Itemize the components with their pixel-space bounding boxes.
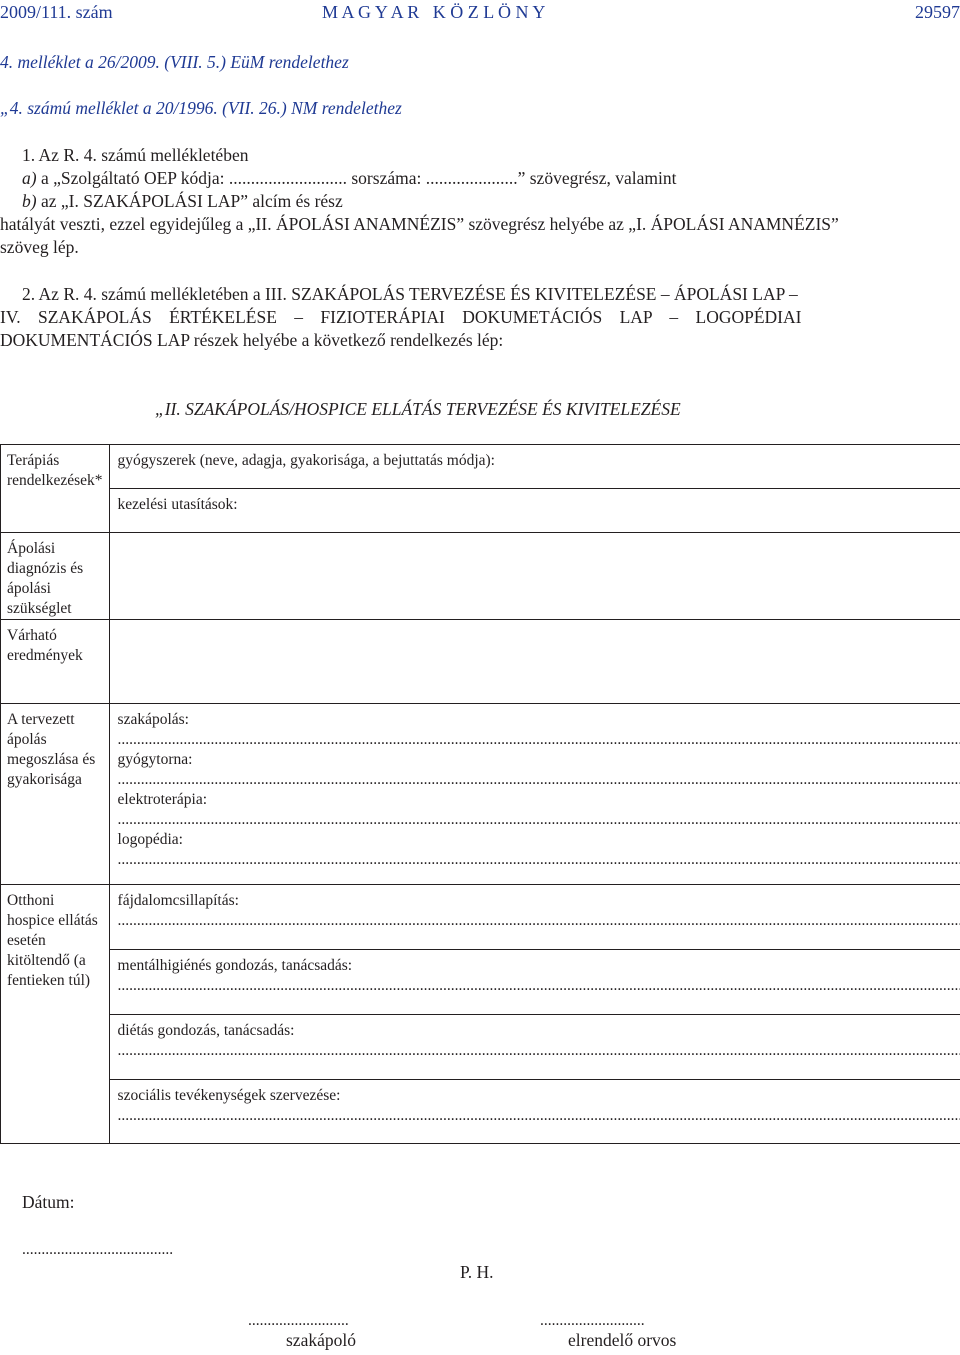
row-label-text: Várható eredmények	[7, 627, 83, 664]
para2-line1: 2. Az R. 4. számú mellékletében a III. SZAKÁPOLÁS TERVEZÉSE ÉS KIVITELEZÉSE – ÁPOLÁSI LAP –	[22, 284, 798, 304]
para1-line5: szöveg lép.	[0, 237, 79, 257]
stamp-label: P. H.	[460, 1262, 494, 1282]
dotted-line[interactable]	[118, 1041, 960, 1061]
row-label-text: A tervezett ápolás megoszlása és gyakorisága	[7, 711, 96, 788]
table-row	[1, 445, 960, 533]
para1-line3	[22, 191, 343, 212]
dotted-line[interactable]	[118, 976, 960, 996]
hospice-item[interactable]	[110, 1080, 960, 1143]
annex-title: 4. melléklet a 26/2009. (VIII. 5.) EüM rendelethez	[0, 52, 349, 72]
nurse-signature-label: szakápoló	[286, 1330, 356, 1350]
row-content-therapy	[109, 445, 960, 533]
list-item: szakápolás:	[117, 711, 189, 728]
hospice-item[interactable]	[110, 885, 960, 950]
table-row	[1, 704, 960, 885]
dotted-line[interactable]	[118, 810, 960, 830]
list-item: gyógytorna:	[117, 751, 193, 768]
planned-care-list	[110, 704, 960, 870]
row-label-therapy	[1, 445, 110, 533]
list-item: elektroterápia:	[117, 791, 208, 808]
row-label-text: Ápolási diagnózis és ápolási szükséglet	[7, 540, 84, 617]
planned-care-field[interactable]	[109, 704, 960, 885]
medication-field[interactable]: gyógyszerek (neve, adagja, gyakorisága, a bejuttatás módja):	[110, 445, 960, 489]
dotted-line[interactable]	[118, 770, 960, 790]
table-row	[1, 885, 960, 1144]
row-label-diagnosis	[1, 533, 110, 620]
para2-line3: DOKUMENTÁCIÓS LAP részek helyébe a következő rendelkezés lép:	[0, 330, 504, 350]
diagnosis-field[interactable]	[109, 533, 960, 620]
para1-line3-text: az „I. SZAKÁPOLÁSI LAP” alcím és rész	[36, 191, 343, 211]
list-item: logopédia:	[117, 831, 183, 848]
form-title: „II. SZAKÁPOLÁS/HOSPICE ELLÁTÁS TERVEZÉSE ÉS KIVITELEZÉSE	[155, 399, 681, 419]
doctor-signature-field[interactable]: ...........................	[540, 1312, 645, 1329]
treatment-instructions-field[interactable]: kezelési utasítások:	[117, 496, 238, 513]
table-row	[1, 533, 960, 620]
hospice-item[interactable]	[110, 950, 960, 1015]
page-number: 29597	[915, 2, 960, 22]
journal-title: M A G Y A R K Ö Z L Ö N Y	[322, 2, 546, 22]
date-field[interactable]: .......................................	[22, 1241, 174, 1258]
para1-line2	[22, 168, 677, 189]
doctor-signature-label: elrendelő orvos	[568, 1330, 677, 1350]
list-item: mentálhigiénés gondozás, tanácsadás:	[117, 957, 353, 974]
para1-line4: hatályát veszti, ezzel egyidejűleg a „II. ÁPOLÁSI ANAMNÉZIS” szövegrész helyébe az „I. ÁPOLÁSI ANAMNÉZIS”	[0, 214, 839, 234]
row-label-text: Otthoni hospice ellátás esetén kitöltendő (a fentieken túl)	[7, 892, 98, 989]
para1-line1: 1. Az R. 4. számú mellékletében	[22, 145, 249, 165]
row-label-planned-care	[1, 704, 110, 885]
row-label-text: Terápiás rendelkezések*	[7, 452, 103, 489]
para2-line2: IV. SZAKÁPOLÁS ÉRTÉKELÉSE – FIZIOTERÁPIAI DOKUMETÁCIÓS LAP – LOGOPÉDIAI	[0, 307, 802, 327]
table-row	[1, 620, 960, 704]
list-item: szociális tevékenységek szervezése:	[117, 1087, 341, 1104]
sub-annex-title: „4. számú melléklet a 20/1996. (VII. 26.) NM rendelethez	[0, 98, 402, 118]
row-label-expected-results	[1, 620, 110, 704]
row-label-hospice	[1, 885, 110, 1144]
dotted-line[interactable]	[118, 1106, 960, 1126]
para1-line2-text: a „Szolgáltató OEP kódja: ........................... sorszáma: .....................” szövegrész, valamint	[36, 168, 677, 188]
list-item: diétás gondozás, tanácsadás:	[117, 1022, 295, 1039]
dotted-line[interactable]	[118, 850, 960, 870]
dotted-line[interactable]	[118, 730, 960, 750]
list-item: fájdalomcsillapítás:	[117, 892, 239, 909]
item-marker-a: a)	[22, 168, 37, 188]
care-plan-table	[0, 444, 960, 1144]
item-marker-b: b)	[22, 191, 37, 211]
hospice-field	[109, 885, 960, 1144]
date-label: Dátum:	[22, 1192, 75, 1212]
expected-results-field[interactable]	[109, 620, 960, 704]
issue-number: 2009/111. szám	[0, 2, 113, 22]
dotted-line[interactable]	[118, 911, 960, 931]
hospice-item[interactable]	[110, 1015, 960, 1080]
nurse-signature-field[interactable]: ..........................	[248, 1312, 349, 1329]
